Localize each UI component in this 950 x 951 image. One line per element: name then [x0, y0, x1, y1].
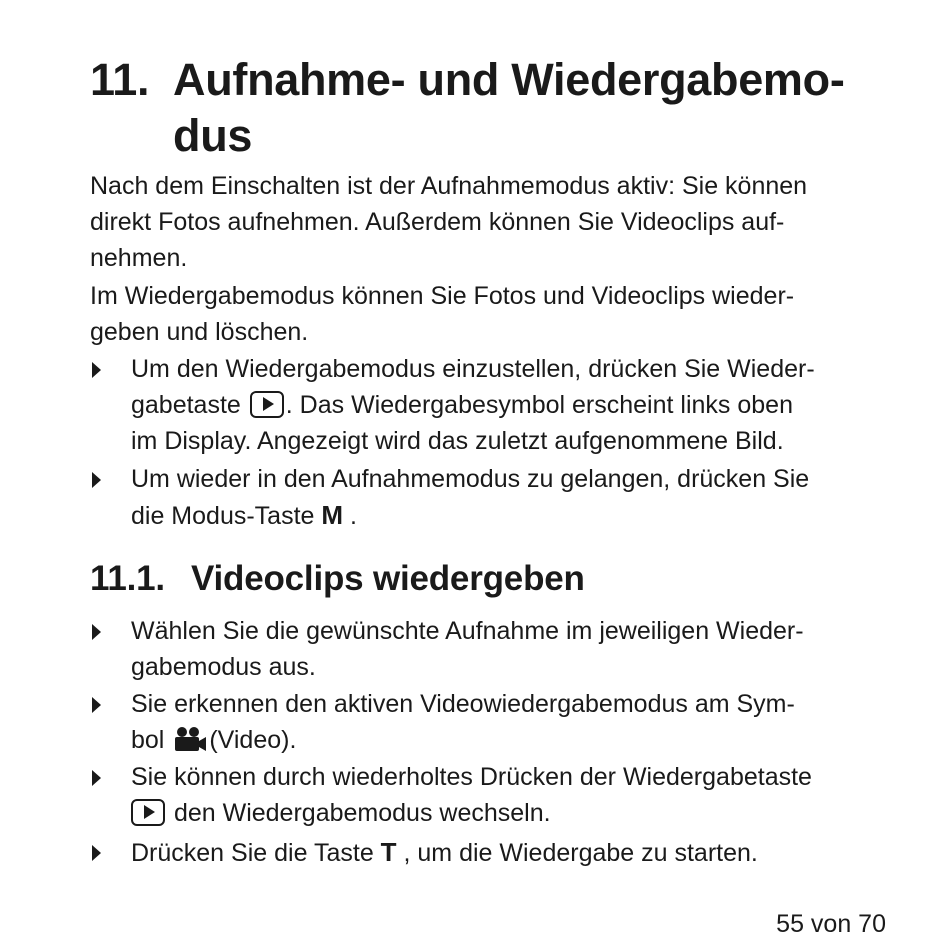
list-item-text-part: den Wiedergabemodus wechseln.	[167, 799, 551, 827]
bullet-arrow-icon	[92, 624, 101, 640]
video-camera-icon	[173, 726, 207, 752]
intro-line: Im Wiedergabemodus können Sie Fotos und Videoclips wieder-	[90, 282, 795, 310]
list-item-line: Um wieder in den Aufnahmemodus zu gelangen, drücken Sie	[131, 465, 810, 493]
list-item-line	[131, 387, 891, 423]
list-item-text-part: die Modus-Taste	[131, 502, 322, 530]
list-item-line: im Display. Angezeigt wird das zuletzt aufgenommene Bild.	[131, 427, 784, 455]
list-item-line	[131, 834, 891, 871]
mode-key-label: M	[321, 500, 344, 530]
bullet-arrow-icon	[92, 472, 101, 488]
list-item-text	[131, 834, 891, 871]
intro-paragraph	[90, 168, 890, 276]
list-item-text-part: .	[350, 502, 357, 530]
t-key-label: T	[380, 837, 397, 867]
play-key-icon	[250, 391, 284, 418]
list-item-line	[131, 795, 891, 831]
bullet-arrow-icon	[92, 697, 101, 713]
list-item-line: Sie erkennen den aktiven Videowiedergabemodus am Sym-	[131, 690, 795, 718]
list-item-text	[131, 351, 891, 459]
intro-line: direkt Fotos aufnehmen. Außerdem können Sie Videoclips auf-	[90, 208, 785, 236]
list-item-text-part: Drücken Sie die Taste	[131, 839, 381, 867]
intro-line: geben und löschen.	[90, 318, 309, 346]
list-item-text	[131, 613, 891, 685]
list-item-text	[131, 461, 891, 534]
bullet-arrow-icon	[92, 845, 101, 861]
list-item-line	[131, 722, 891, 758]
subsection-number: 11.1.	[90, 559, 165, 598]
section-title	[173, 52, 893, 164]
section-title-line: Aufnahme- und Wiedergabemo-	[173, 54, 845, 105]
list-item-text	[131, 759, 891, 831]
section-number: 11.	[90, 54, 150, 105]
list-item-line	[131, 497, 891, 534]
intro-line: nehmen.	[90, 244, 188, 272]
bullet-arrow-icon	[92, 770, 101, 786]
list-item-text	[131, 686, 891, 758]
list-item-text-part: . Das Wiedergabesymbol erscheint links oben	[285, 391, 793, 419]
list-item-line: Sie können durch wiederholtes Drücken der Wiedergabetaste	[131, 763, 812, 791]
list-item-text-part: , um die Wiedergabe zu starten.	[403, 839, 758, 867]
intro-line: Nach dem Einschalten ist der Aufnahmemodus aktiv: Sie können	[90, 172, 808, 200]
bullet-arrow-icon	[92, 362, 101, 378]
section-title-line: dus	[173, 110, 253, 161]
list-item-line: Wählen Sie die gewünschte Aufnahme im jeweiligen Wieder-	[131, 617, 804, 645]
list-item-line: gabemodus aus.	[131, 653, 316, 681]
page-number: 55 von 70	[776, 910, 886, 938]
list-item-text-part: gabetaste	[131, 391, 241, 419]
list-item-line: Um den Wiedergabemodus einzustellen, drücken Sie Wieder-	[131, 355, 815, 383]
list-item-text-part: (Video).	[209, 726, 297, 754]
list-item-text-part: bol	[131, 726, 172, 754]
intro-paragraph	[90, 278, 890, 350]
play-key-icon	[131, 799, 165, 826]
subsection-title: Videoclips wiedergeben	[191, 559, 585, 598]
